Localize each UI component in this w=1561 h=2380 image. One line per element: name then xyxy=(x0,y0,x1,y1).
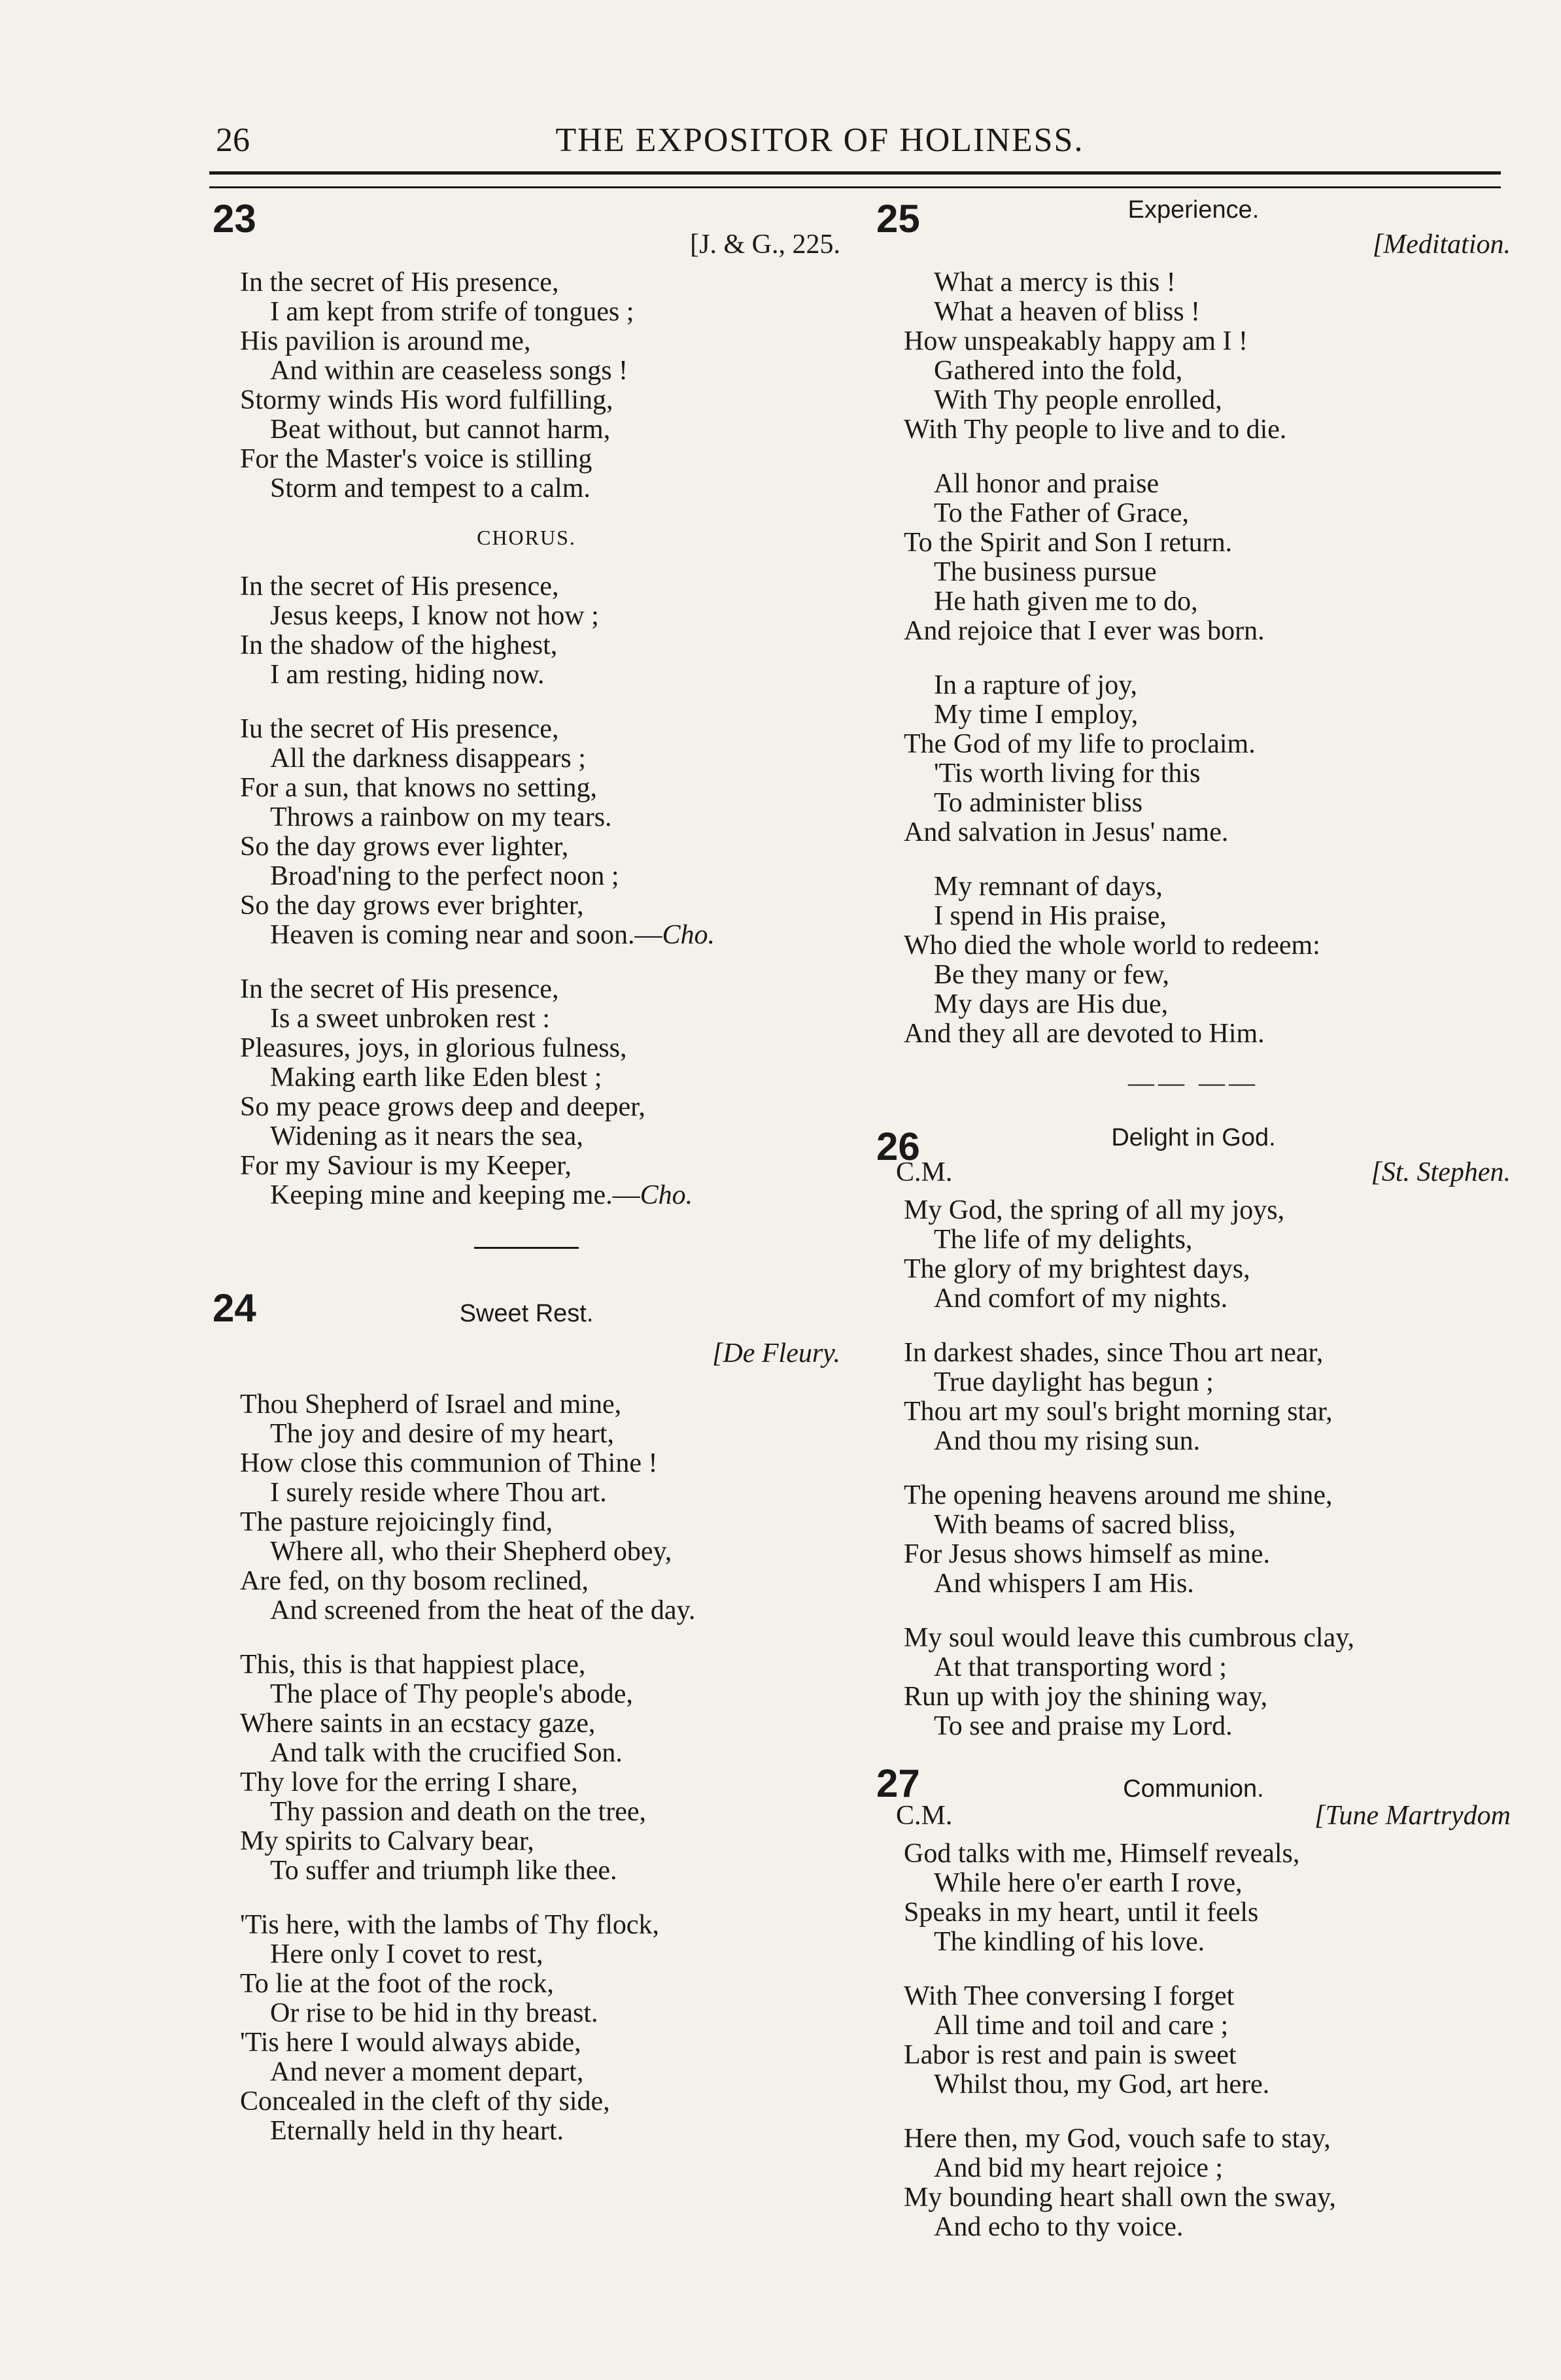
verse-line: I am kept from strife of tongues ; xyxy=(270,297,634,327)
verse-line: Beat without, but cannot harm, xyxy=(270,415,611,445)
hymn-number: 26 xyxy=(876,1125,920,1168)
hymn-meta xyxy=(876,1157,1511,1196)
stanza xyxy=(213,268,840,503)
hymn-24 xyxy=(213,1285,840,2146)
verse-line: And whispers I am His. xyxy=(934,1569,1194,1599)
verse-line: The God of my life to proclaim. xyxy=(904,729,1256,759)
chorus xyxy=(213,572,840,690)
verse-line: Thy love for the erring I share, xyxy=(240,1767,578,1797)
verse-line: In the secret of His presence, xyxy=(240,571,559,602)
verse-line: The glory of my brightest days, xyxy=(904,1254,1250,1284)
verse-line: To suffer and triumph like thee. xyxy=(270,1856,617,1886)
verse-line: To lie at the foot of the rock, xyxy=(240,1969,554,1999)
verse-line: The opening heavens around me shine, xyxy=(904,1480,1333,1510)
verse-line: And comfort of my nights. xyxy=(934,1284,1228,1314)
verse-line: His pavilion is around me, xyxy=(240,326,531,356)
hymn-number: 25 xyxy=(876,197,920,241)
stanza xyxy=(876,1481,1511,1599)
verse-line: What a mercy is this ! xyxy=(934,267,1176,298)
verse-line: The kindling of his love. xyxy=(934,1927,1205,1957)
verse-line: For a sun, that knows no setting, xyxy=(240,773,597,803)
verse-line: Making earth like Eden blest ; xyxy=(270,1062,602,1093)
verse-line: For my Saviour is my Keeper, xyxy=(240,1151,572,1181)
verse-line: 'Tis worth living for this xyxy=(934,758,1201,789)
left-column xyxy=(213,196,840,2146)
verse-line: Speaks in my heart, until it feels xyxy=(904,1897,1259,1928)
stanza xyxy=(213,715,840,950)
hymn-meter: C.M. xyxy=(896,1801,953,1831)
verse-line: Are fed, on thy bosom reclined, xyxy=(240,1566,589,1596)
verse-line: My soul would leave this cumbrous clay, xyxy=(904,1623,1355,1653)
verse-line: God talks with me, Himself reveals, xyxy=(904,1839,1300,1869)
section-divider xyxy=(474,1247,579,1249)
verse-line: To the Spirit and Son I return. xyxy=(904,528,1233,558)
hymn-tune: [Tune Martrydom xyxy=(1314,1801,1511,1831)
verse-line: And within are ceaseless songs ! xyxy=(270,356,628,386)
verse-line: And echo to thy voice. xyxy=(934,2212,1184,2242)
verse-line: All the darkness disappears ; xyxy=(270,743,586,774)
hymn-27 xyxy=(876,1761,1511,2242)
verse-line: How close this communion of Thine ! xyxy=(240,1448,658,1478)
hymn-meta xyxy=(213,229,840,268)
stanza xyxy=(876,1839,1511,1957)
right-column xyxy=(876,196,1511,2242)
verse-line: 'Tis here, with the lambs of Thy flock, xyxy=(240,1910,660,1940)
verse-line: With Thee conversing I forget xyxy=(904,1981,1235,2011)
stanza xyxy=(876,671,1511,847)
hymn-25 xyxy=(876,196,1511,1098)
verse-line: Run up with joy the shining way, xyxy=(904,1682,1268,1712)
verse-line: At that transporting word ; xyxy=(934,1652,1227,1682)
verse-line: To see and praise my Lord. xyxy=(934,1711,1233,1741)
stanza xyxy=(876,268,1511,445)
chorus-cue: Cho. xyxy=(662,920,715,950)
hymn-tune: [De Fleury. xyxy=(712,1338,840,1368)
verse-line: I spend in His praise, xyxy=(934,901,1167,931)
verse-line: Labor is rest and pain is sweet xyxy=(904,2040,1237,2070)
section-divider: —— —— xyxy=(1128,1068,1259,1097)
verse-line: Thou art my soul's bright morning star, xyxy=(904,1397,1333,1427)
verse-line: In the secret of His presence, xyxy=(240,974,559,1004)
hymn-number: 23 xyxy=(213,197,256,241)
hymn-meta xyxy=(213,1338,840,1377)
verse-line: Throws a rainbow on my tears. xyxy=(270,802,612,832)
verse-line: And screened from the heat of the day. xyxy=(270,1595,696,1625)
verse-line: Broad'ning to the perfect noon ; xyxy=(270,861,619,891)
page-number: 26 xyxy=(216,122,250,159)
hymn-26 xyxy=(876,1124,1511,1741)
verse-line: And bid my heart rejoice ; xyxy=(934,2153,1224,2183)
verse-line: I surely reside where Thou art. xyxy=(270,1478,607,1508)
verse-line: Jesus keeps, I know not how ; xyxy=(270,601,599,631)
stanza xyxy=(876,1338,1511,1456)
hymn-meter: C.M. xyxy=(896,1157,953,1187)
hymn-header xyxy=(213,1285,840,1338)
stanza xyxy=(876,872,1511,1049)
verse-line xyxy=(213,1181,840,1210)
verse-line: Pleasures, joys, in glorious fulness, xyxy=(240,1033,627,1063)
verse-line: Iu the secret of His presence, xyxy=(240,714,559,744)
hymn-title: Sweet Rest. xyxy=(459,1300,594,1327)
verse-line: To the Father of Grace, xyxy=(934,498,1190,528)
hymn-title: Delight in God. xyxy=(1111,1124,1276,1151)
verse-line: To administer bliss xyxy=(934,788,1143,818)
verse-line: The pasture rejoicingly find, xyxy=(240,1507,553,1537)
verse-line: Here then, my God, vouch safe to stay, xyxy=(904,2124,1331,2154)
verse-line: And talk with the crucified Son. xyxy=(270,1738,623,1768)
verse-line: Who died the whole world to redeem: xyxy=(904,930,1320,960)
verse-line: So the day grows ever lighter, xyxy=(240,832,569,862)
verse-line xyxy=(213,921,840,950)
verse-line: My bounding heart shall own the sway, xyxy=(904,2183,1337,2213)
verse-line: In the shadow of the highest, xyxy=(240,630,558,660)
verse-text: Keeping mine and keeping me.— xyxy=(270,1180,640,1210)
verse-line: Storm and tempest to a calm. xyxy=(270,473,591,503)
hymn-number: 27 xyxy=(876,1761,920,1805)
verse-line: Thy passion and death on the tree, xyxy=(270,1797,646,1827)
verse-line: And they all are devoted to Him. xyxy=(904,1019,1265,1049)
hymn-meta xyxy=(876,1800,1511,1839)
verse-line: While here o'er earth I rove, xyxy=(934,1868,1243,1898)
stanza xyxy=(213,1911,840,2146)
verse-line: True daylight has begun ; xyxy=(934,1367,1214,1397)
verse-line: The business pursue xyxy=(934,557,1157,587)
stanza xyxy=(876,1982,1511,2100)
stanza xyxy=(876,1196,1511,1314)
verse-line: All time and toil and care ; xyxy=(934,2011,1229,2041)
stanza xyxy=(213,975,840,1210)
header-rule xyxy=(209,171,1501,188)
verse-line: With Thy people enrolled, xyxy=(934,385,1222,415)
verse-line: Stormy winds His word fulfilling, xyxy=(240,385,613,415)
verse-line: All honor and praise xyxy=(934,469,1159,499)
verse-line: Whilst thou, my God, art here. xyxy=(934,2069,1270,2100)
verse-line: The joy and desire of my heart, xyxy=(270,1419,614,1449)
verse-line: Eternally held in thy heart. xyxy=(270,2116,564,2146)
verse-line: And salvation in Jesus' name. xyxy=(904,817,1229,847)
verse-line: Where saints in an ecstacy gaze, xyxy=(240,1708,596,1739)
stanza xyxy=(876,2124,1511,2242)
verse-text: Heaven is coming near and soon.— xyxy=(270,920,662,950)
verse-line: So the day grows ever brighter, xyxy=(240,891,584,921)
verse-line: What a heaven of bliss ! xyxy=(934,297,1201,327)
hymn-number: 24 xyxy=(213,1286,256,1330)
hymn-tune: [St. Stephen. xyxy=(1371,1157,1511,1187)
verse-line: My time I employ, xyxy=(934,700,1139,730)
verse-line: In a rapture of joy, xyxy=(934,670,1137,700)
hymn-title: Communion. xyxy=(1123,1775,1264,1803)
verse-line: And rejoice that I ever was born. xyxy=(904,616,1265,646)
verse-line: 'Tis here I would always abide, xyxy=(240,2028,581,2058)
stanza xyxy=(213,1650,840,1886)
verse-line: For Jesus shows himself as mine. xyxy=(904,1539,1270,1569)
hymn-source: [J. & G., 225. xyxy=(690,230,840,260)
chorus-cue: Cho. xyxy=(640,1180,693,1210)
verse-line: The life of my delights, xyxy=(934,1225,1193,1255)
verse-line: Gathered into the fold, xyxy=(934,356,1183,386)
verse-line: In the secret of His presence, xyxy=(240,267,559,298)
verse-line: He hath given me to do, xyxy=(934,586,1198,617)
verse-line: And never a moment depart, xyxy=(270,2057,584,2087)
hymn-meta xyxy=(876,229,1511,268)
running-title: THE EXPOSITOR OF HOLINESS. xyxy=(555,122,1084,159)
stanza xyxy=(876,469,1511,646)
verse-line: This, this is that happiest place, xyxy=(240,1650,586,1680)
verse-line: Widening as it nears the sea, xyxy=(270,1121,583,1151)
verse-line: My God, the spring of all my joys, xyxy=(904,1195,1285,1225)
verse-line: My spirits to Calvary bear, xyxy=(240,1826,534,1856)
verse-line: So my peace grows deep and deeper, xyxy=(240,1092,645,1122)
verse-line: The place of Thy people's abode, xyxy=(270,1679,633,1709)
verse-line: Or rise to be hid in thy breast. xyxy=(270,1998,598,2028)
verse-line: Where all, who their Shepherd obey, xyxy=(270,1537,672,1567)
verse-line: For the Master's voice is stilling xyxy=(240,444,592,474)
verse-line: How unspeakably happy am I ! xyxy=(904,326,1248,356)
hymn-title: Experience. xyxy=(1127,196,1260,224)
verse-line: Concealed in the cleft of thy side, xyxy=(240,2086,610,2116)
verse-line: My remnant of days, xyxy=(934,872,1163,902)
stanza xyxy=(213,1390,840,1625)
verse-line: Here only I covet to rest, xyxy=(270,1939,543,1969)
verse-line: With Thy people to live and to die. xyxy=(904,415,1287,445)
verse-line: Be they many or few, xyxy=(934,960,1169,990)
verse-line: Is a sweet unbroken rest : xyxy=(270,1004,551,1034)
hymn-23 xyxy=(213,196,840,1210)
verse-line: My days are His due, xyxy=(934,989,1169,1019)
hymn-tune: [Meditation. xyxy=(1372,230,1511,260)
verse-line: I am resting, hiding now. xyxy=(270,660,545,690)
verse-line: With beams of sacred bliss, xyxy=(934,1510,1236,1540)
stanza xyxy=(876,1624,1511,1741)
verse-line: Thou Shepherd of Israel and mine, xyxy=(240,1389,622,1420)
verse-line: In darkest shades, since Thou art near, xyxy=(904,1338,1324,1368)
chorus-label: CHORUS. xyxy=(477,526,576,549)
verse-line: And thou my rising sun. xyxy=(934,1426,1201,1456)
